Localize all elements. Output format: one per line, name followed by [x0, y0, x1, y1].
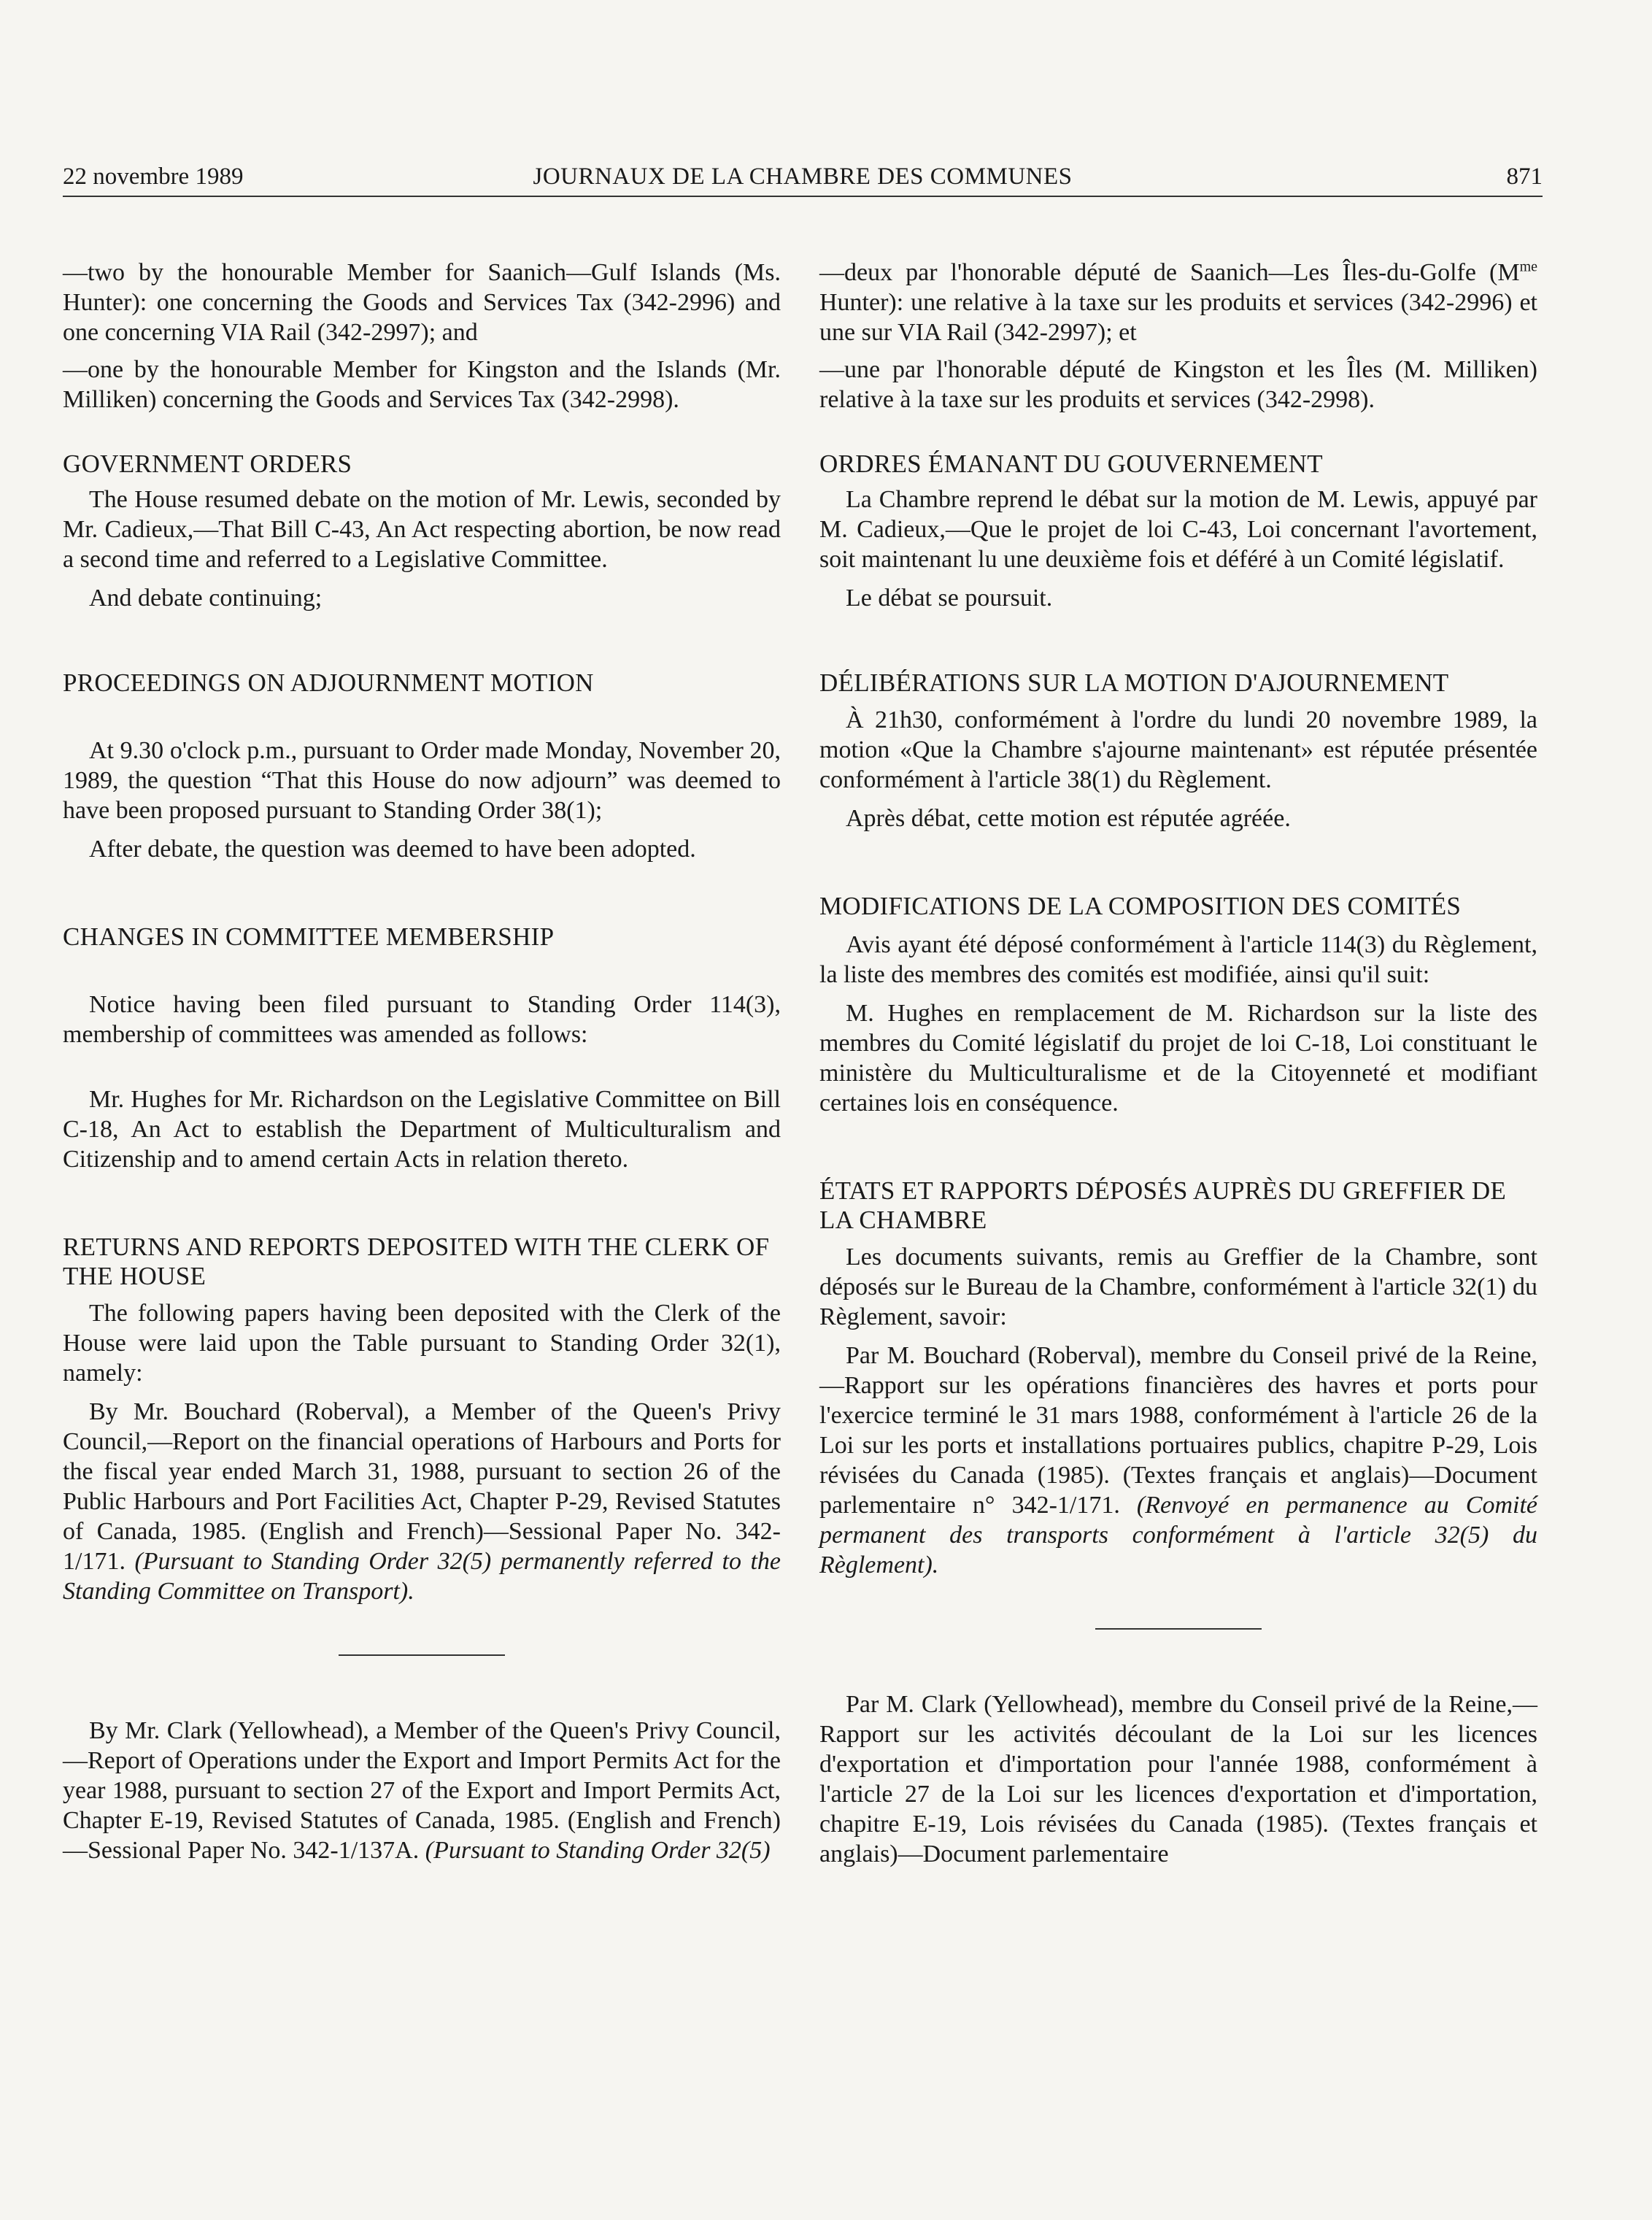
- paragraph: Après débat, cette motion est réputée agréée.: [846, 805, 1291, 832]
- section-heading-government-orders: ORDRES ÉMANANT DU GOUVERNEMENT: [819, 450, 1323, 478]
- paragraph-text: By Mr. Bouchard (Roberval), a Member of the Queen's Privy Council,—Report on the financial operations of Harbours and Ports for the fiscal year ended March 31, 1988, pursuant to section 26 of the Public Harbours and Port Facilities Act, Chapter P-29, Revised Statutes of Canada, 1985. (English and French)—Sessional Paper No. 342-1/171.: [63, 1398, 781, 1575]
- section-heading-committee-membership: MODIFICATIONS DE LA COMPOSITION DES COMITÉS: [819, 892, 1462, 920]
- section-heading-returns-reports: RETURNS AND REPORTS DEPOSITED WITH THE CLERK OF THE HOUSE: [63, 1233, 770, 1290]
- running-header: [63, 162, 1543, 197]
- paragraph: The following papers having been deposited with the Clerk of the House were laid upon the Table pursuant to Standing Order 32(1), namely:: [63, 1300, 781, 1387]
- paragraph: M. Hughes en remplacement de M. Richardson sur la liste des membres du Comité législatif du projet de loi C-18, Loi constituant le ministère du Multiculturalisme et de la Citoyenneté et modifiant certaines lois en conséquence.: [819, 1000, 1537, 1117]
- paragraph: La Chambre reprend le débat sur la motion de M. Lewis, appuyé par M. Cadieux,—Que le projet de loi C-43, Loi concernant l'avortement, soit maintenant lu une deuxième fois et déféré à un Comité législatif.: [819, 486, 1537, 573]
- petition-item: [819, 258, 1537, 347]
- paragraph: After debate, the question was deemed to have been adopted.: [89, 836, 696, 863]
- paragraph-italic: (Pursuant to Standing Order 32(5): [425, 1837, 771, 1864]
- paragraph-italic: (Pursuant to Standing Order 32(5) permanently referred to the Standing Committee on Transport).: [63, 1548, 781, 1605]
- section-heading-adjournment: PROCEEDINGS ON ADJOURNMENT MOTION: [63, 668, 594, 697]
- superscript: me: [1519, 258, 1537, 275]
- header-title: JOURNAUX DE LA CHAMBRE DES COMMUNES: [533, 163, 1073, 190]
- paragraph: [819, 1341, 1537, 1580]
- paragraph-text: —deux par l'honorable député de Saanich—Les Îles-du-Golfe (M: [819, 259, 1520, 286]
- paragraph: Par M. Clark (Yellowhead), membre du Conseil privé de la Reine,—Rapport sur les activités découlant de la Loi sur les licences d'exportation et d'importation pour l'année 1988, conformément à l'article 27 de la Loi sur les licences d'exportation et d'importation, chapitre E-19, Lois révisées du Canada (1985). (Textes français et anglais)—Document parlementaire: [819, 1691, 1537, 1868]
- separator-rule: [1095, 1628, 1262, 1630]
- paragraph-text: By Mr. Clark (Yellowhead), a Member of the Queen's Privy Council,—Report of Operations under the Export and Import Permits Act for the year 1988, pursuant to section 27 of the Export and Import Permits Act, Chapter E-19, Revised Statutes of Canada, 1985. (English and French)—Sessional Paper No. 342-1/137A.: [63, 1717, 781, 1864]
- paragraph: À 21h30, conformément à l'ordre du lundi 20 novembre 1989, la motion «Que la Chambre s'ajourne maintenant» est réputée présentée conformément à l'article 38(1) du Règlement.: [819, 706, 1537, 793]
- section-heading-adjournment: DÉLIBÉRATIONS SUR LA MOTION D'AJOURNEMENT: [819, 668, 1449, 697]
- section-heading-government-orders: GOVERNMENT ORDERS: [63, 450, 352, 478]
- paragraph: Notice having been filed pursuant to Standing Order 114(3), membership of committees was amended as follows:: [63, 991, 781, 1048]
- paragraph-text: Par M. Bouchard (Roberval), membre du Conseil privé de la Reine,—Rapport sur les opérations financières des havres et ports pour l'exercice terminé le 31 mars 1988, conformément à l'article 26 de la Loi sur les ports et installations portuaires publics, chapitre P-29, Lois révisées du Canada (1985). (Textes français et anglais)—Document parlementaire n° 342-1/171.: [819, 1342, 1537, 1519]
- paragraph: [63, 1397, 781, 1606]
- paragraph: The House resumed debate on the motion of Mr. Lewis, seconded by Mr. Cadieux,—That Bill C-43, An Act respecting abortion, be now read a second time and referred to a Legislative Committee.: [63, 486, 781, 573]
- page-number: 871: [1506, 163, 1543, 190]
- paragraph-text: Hunter): une relative à la taxe sur les produits et services (342-2996) et une sur VIA Rail (342-2997); et: [819, 289, 1537, 346]
- header-date: 22 novembre 1989: [63, 163, 244, 190]
- french-column: [819, 258, 1537, 1869]
- paragraph: [63, 1716, 781, 1865]
- paragraph: Mr. Hughes for Mr. Richardson on the Legislative Committee on Bill C-18, An Act to establish the Department of Multiculturalism and Citizenship and to amend certain Acts in relation thereto.: [63, 1086, 781, 1173]
- paragraph-italic: (Renvoyé en permanence au Comité permanent des transports conformément à l'article 32(5) du Règlement).: [819, 1492, 1537, 1579]
- section-heading-returns-reports: ÉTATS ET RAPPORTS DÉPOSÉS AUPRÈS DU GREFFIER DE LA CHAMBRE: [819, 1176, 1507, 1234]
- paragraph: And debate continuing;: [89, 585, 323, 612]
- petition-item: —one by the honourable Member for Kingston and the Islands (Mr. Milliken) concerning the Goods and Services Tax (342-2998).: [63, 356, 781, 413]
- petition-item: —une par l'honorable député de Kingston et les Îles (M. Milliken) relative à la taxe sur les produits et services (342-2998).: [819, 356, 1537, 413]
- paragraph: Le débat se poursuit.: [846, 585, 1053, 612]
- separator-rule: [339, 1654, 505, 1656]
- section-heading-committee-membership: CHANGES IN COMMITTEE MEMBERSHIP: [63, 922, 555, 951]
- paragraph: At 9.30 o'clock p.m., pursuant to Order made Monday, November 20, 1989, the question “That this House do now adjourn” was deemed to have been proposed pursuant to Standing Order 38(1);: [63, 737, 781, 824]
- english-column: [63, 258, 781, 1865]
- petition-item: —two by the honourable Member for Saanich—Gulf Islands (Ms. Hunter): one concerning the Goods and Services Tax (342-2996) and one concerning VIA Rail (342-2997); and: [63, 259, 781, 346]
- paragraph: Les documents suivants, remis au Greffier de la Chambre, sont déposés sur le Bureau de la Chambre, conformément à l'article 32(1) du Règlement, savoir:: [819, 1244, 1537, 1330]
- paragraph: Avis ayant été déposé conformément à l'article 114(3) du Règlement, la liste des membres des comités est modifiée, ainsi qu'il suit:: [819, 931, 1537, 988]
